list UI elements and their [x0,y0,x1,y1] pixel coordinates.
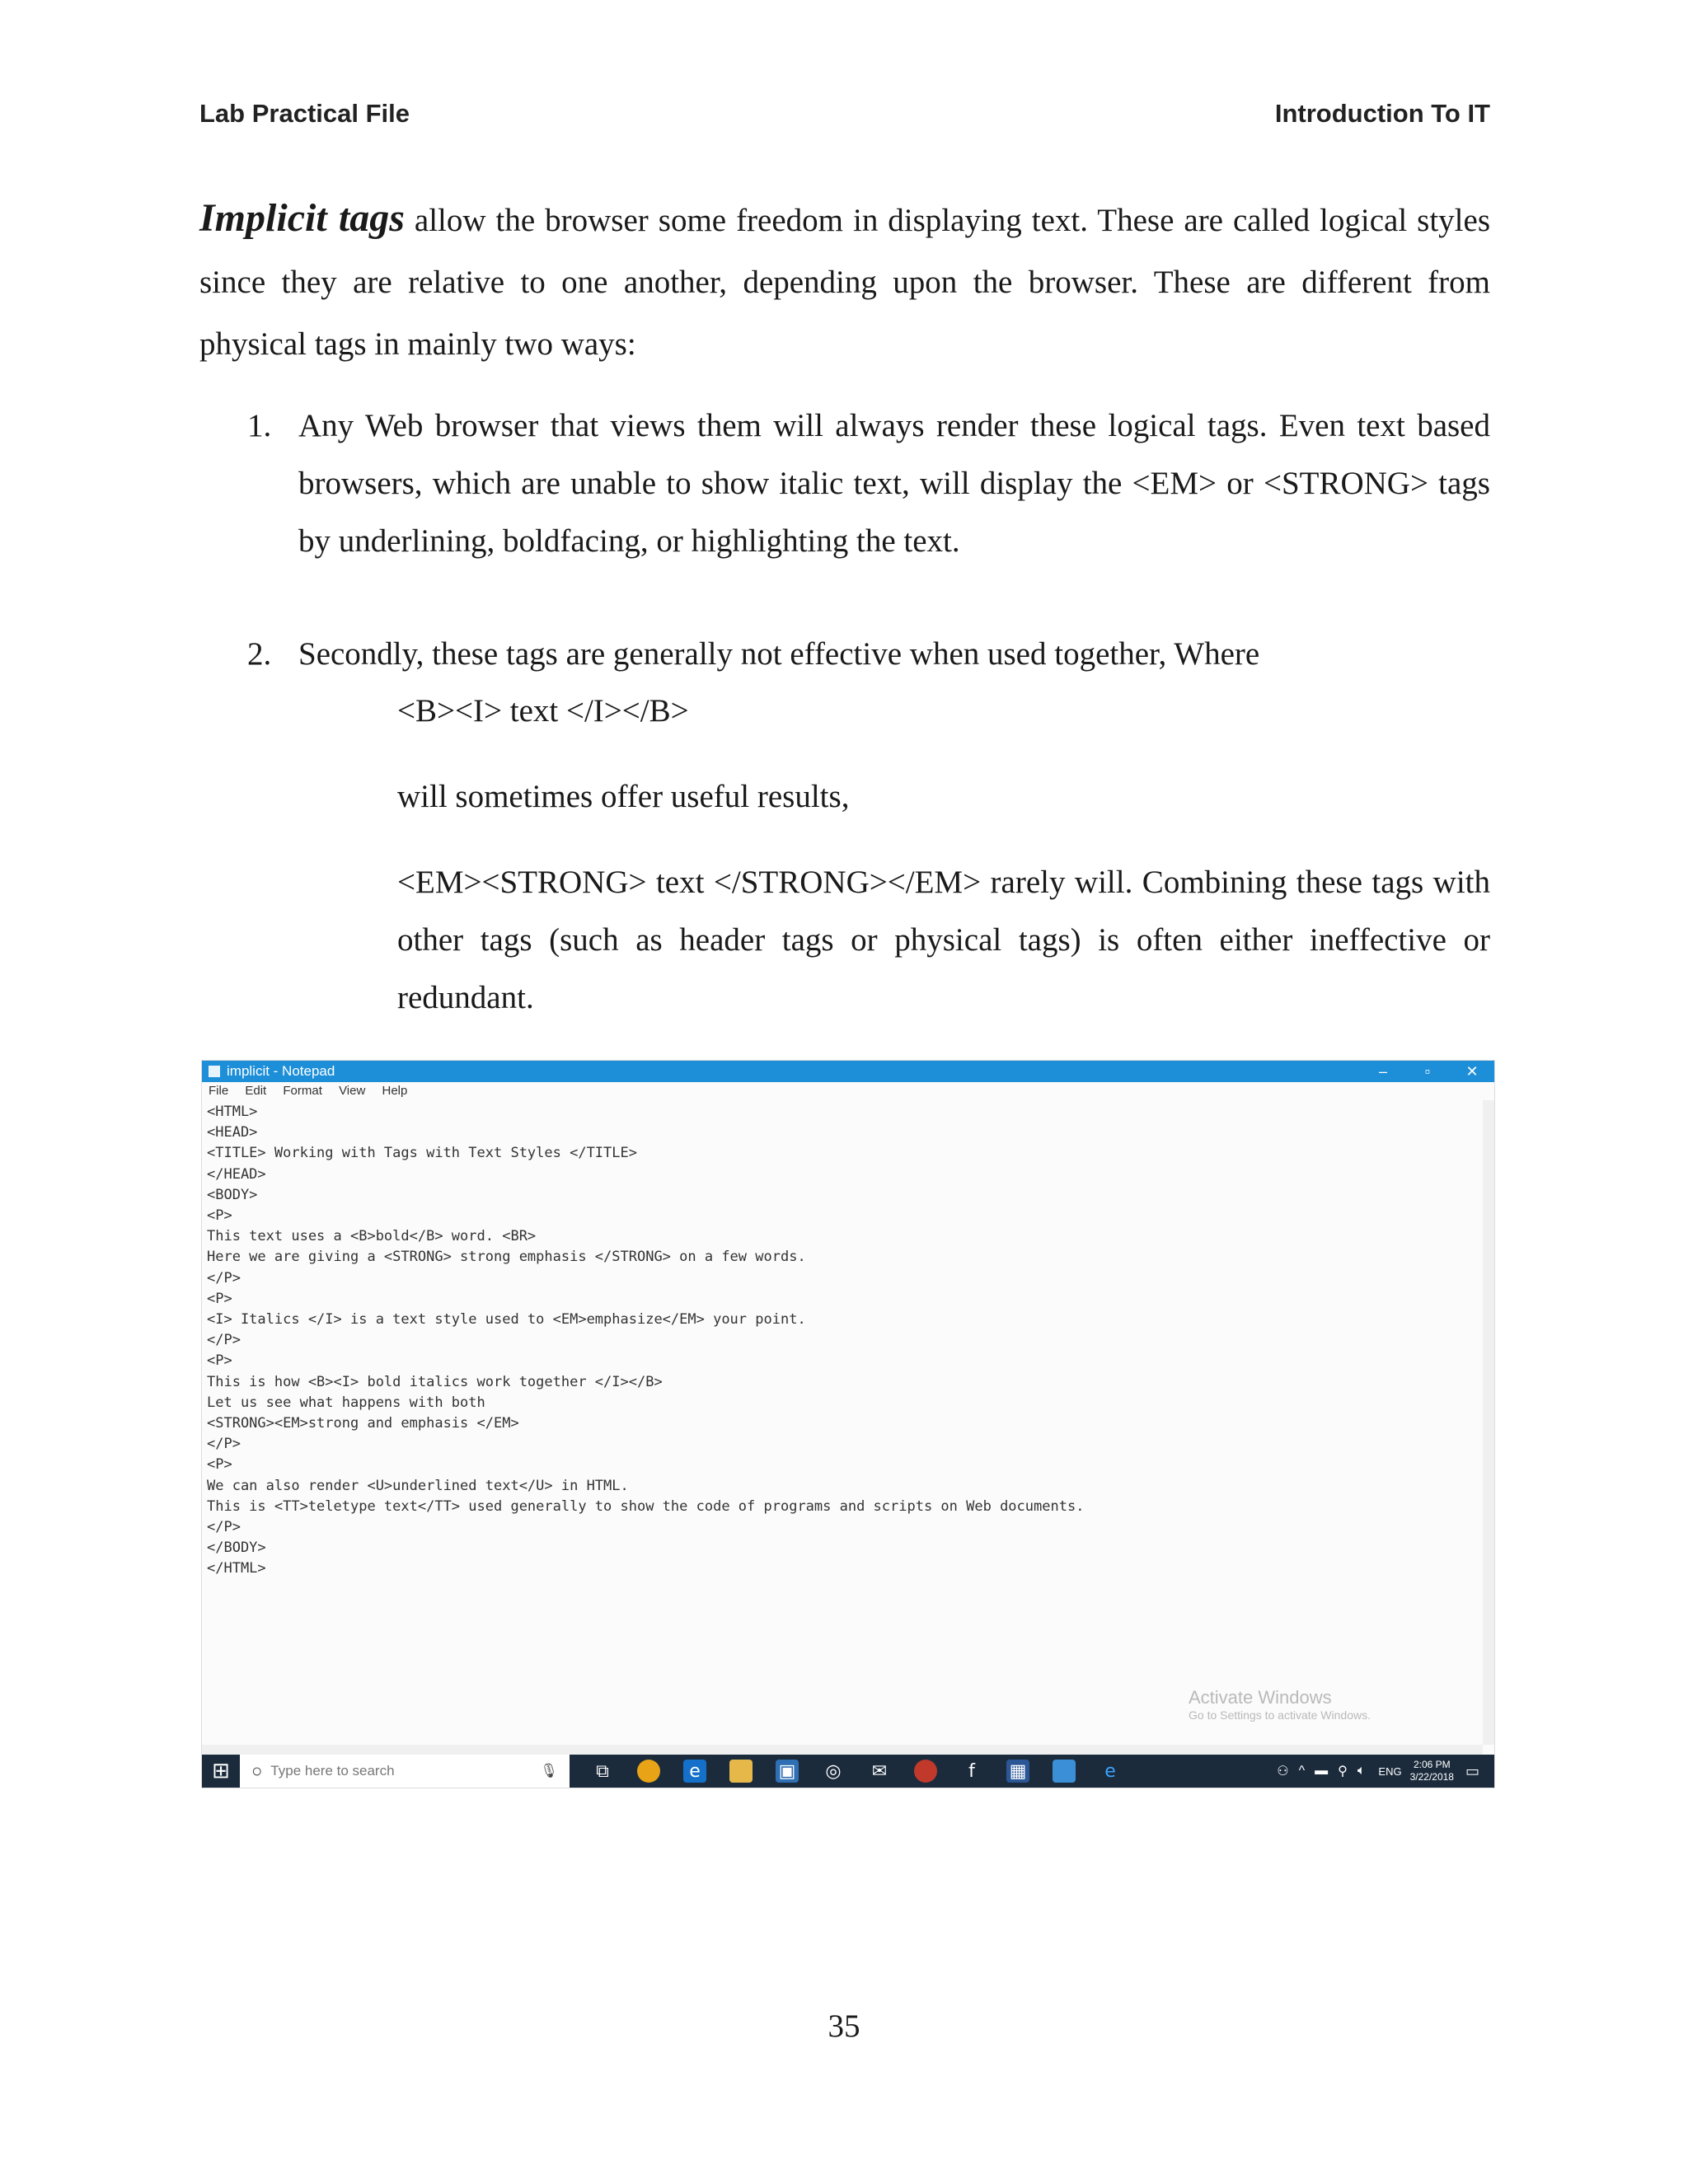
list-item-2-text: Secondly, these tags are generally not effective when used together, Where [298,636,1260,672]
media-icon[interactable]: ◎ [825,1760,842,1782]
code-line: This is how <B><I> bold italics work together </I></B> [207,1373,663,1390]
opera-icon[interactable] [914,1760,937,1783]
menu-edit[interactable]: Edit [245,1084,267,1098]
notepad-taskbar-icon[interactable] [1053,1760,1076,1783]
close-button[interactable]: ✕ [1465,1063,1479,1080]
code-line: <I> Italics </I> is a text style used to <EM>emphasize</EM> your point. [207,1311,806,1329]
code-line: </P> [207,1436,241,1453]
code-line: <P> [207,1352,232,1370]
code-line: We can also render <U>underlined text</U> in HTML. [207,1477,629,1494]
example-em-strong: <EM><STRONG> text </STRONG></EM> rarely will. Combining these tags with other tags (such as header tags or physical tags) is often either ineffective or redundant. [397,865,1490,1015]
code-line: </P> [207,1269,241,1286]
internet-explorer-icon[interactable]: e [1104,1760,1116,1782]
window-title: implicit - Notepad [227,1063,335,1079]
code-line: </BODY> [207,1540,266,1557]
people-icon[interactable]: ⚇ [1277,1765,1289,1779]
system-tray [1272,1759,1494,1783]
file-explorer-icon[interactable] [729,1760,753,1783]
chevron-up-icon[interactable]: ^ [1298,1764,1306,1778]
windows-taskbar [202,1755,1494,1788]
calculator-icon[interactable]: ▦ [1006,1760,1029,1783]
language-indicator[interactable]: ENG [1378,1765,1402,1778]
intro-lead: Implicit tags [199,196,405,240]
network-icon[interactable]: ⚲ [1338,1765,1348,1779]
watermark-line1: Activate Windows [1189,1687,1332,1708]
code-line: </P> [207,1519,241,1536]
list-item-1 [247,397,1490,570]
code-line: Here we are giving a <STRONG> strong emphasis </STRONG> on a few words. [207,1249,806,1266]
watermark-line2: Go to Settings to activate Windows. [1189,1708,1371,1722]
code-line: </HTML> [207,1560,266,1577]
notepad-menubar [202,1082,1494,1100]
list-item-1-text: Any Web browser that views them will always render these logical tags. Even text based browsers, which are unable to show italic text, will display the <EM> or <STRONG> tags by underlining, boldfacing, or highlighting the text. [298,408,1490,559]
clock-date: 3/22/2018 [1409,1771,1454,1783]
maximize-button[interactable]: ▫ [1424,1063,1431,1080]
menu-help[interactable]: Help [382,1084,408,1098]
code-line: </P> [207,1332,241,1349]
list-item-1-number: 1. [247,408,272,443]
intro-paragraph [199,187,1490,375]
code-line: This text uses a <B>bold</B> word. <BR> [207,1228,537,1245]
facebook-icon[interactable]: f [968,1760,975,1782]
volume-icon[interactable]: 🔈︎ [1357,1764,1366,1778]
code-line: This is <TT>teletype text</TT> used generally to show the code of programs and scripts on Web documents. [207,1497,1085,1515]
code-line: <HTML> [207,1104,258,1120]
code-line: <P> [207,1456,232,1474]
code-line: <STRONG><EM>strong and emphasis </EM> [207,1415,519,1432]
clock-time: 2:06 PM [1413,1759,1451,1770]
start-button[interactable] [202,1755,240,1788]
windows-logo-icon: ⊞ [212,1759,230,1783]
search-circle-icon: ○ [251,1760,263,1781]
code-line: </HEAD> [207,1165,266,1183]
menu-view[interactable]: View [339,1084,366,1098]
code-line: <P> [207,1290,232,1307]
notification-icon[interactable]: ▭ [1465,1762,1479,1779]
code-line: <BODY> [207,1186,258,1203]
mail-icon[interactable]: ✉ [871,1760,888,1782]
edge-icon[interactable]: e [683,1760,706,1783]
example-bold-italic: <B><I> text </I></B> [397,693,689,729]
activate-windows-watermark [1189,1687,1371,1722]
code-line: <P> [207,1207,232,1225]
taskbar-clock[interactable] [1410,1759,1454,1783]
notepad-titlebar [202,1061,1494,1082]
vertical-scrollbar[interactable] [1483,1100,1494,1745]
notepad-icon [209,1066,220,1077]
chrome-icon[interactable] [637,1760,660,1783]
header-left-title: Lab Practical File [199,99,410,128]
notepad-text-area[interactable] [207,1102,1479,1745]
battery-icon[interactable]: ▬ [1315,1764,1329,1778]
code-line: Let us see what happens with both [207,1394,485,1411]
store-icon[interactable]: ▣ [776,1760,799,1783]
code-line: <HEAD> [207,1124,258,1141]
microphone-icon[interactable]: 🎙︎ [540,1763,558,1779]
task-view-icon[interactable]: ⧉ [596,1760,609,1782]
header-right-title: Introduction To IT [1274,99,1490,128]
list-item-2 [247,626,1490,683]
code-line: <TITLE> Working with Tags with Text Styles </TITLE> [207,1145,637,1162]
taskbar-search-box[interactable] [240,1755,570,1788]
taskbar-search-placeholder: Type here to search [270,1763,395,1779]
menu-format[interactable]: Format [283,1084,322,1098]
page-number: 35 [828,2008,860,2044]
list-item-2-number: 2. [247,636,272,672]
minimize-button[interactable]: – [1378,1063,1387,1080]
example-result: will sometimes offer useful results, [397,779,850,814]
intro-text: allow the browser some freedom in displaying text. These are called logical styles since they are relative to one another, depending upon the browser. These are different from physical tags in mainly two ways: [199,203,1490,362]
menu-file[interactable]: File [209,1084,229,1098]
notepad-screenshot [201,1060,1495,1788]
